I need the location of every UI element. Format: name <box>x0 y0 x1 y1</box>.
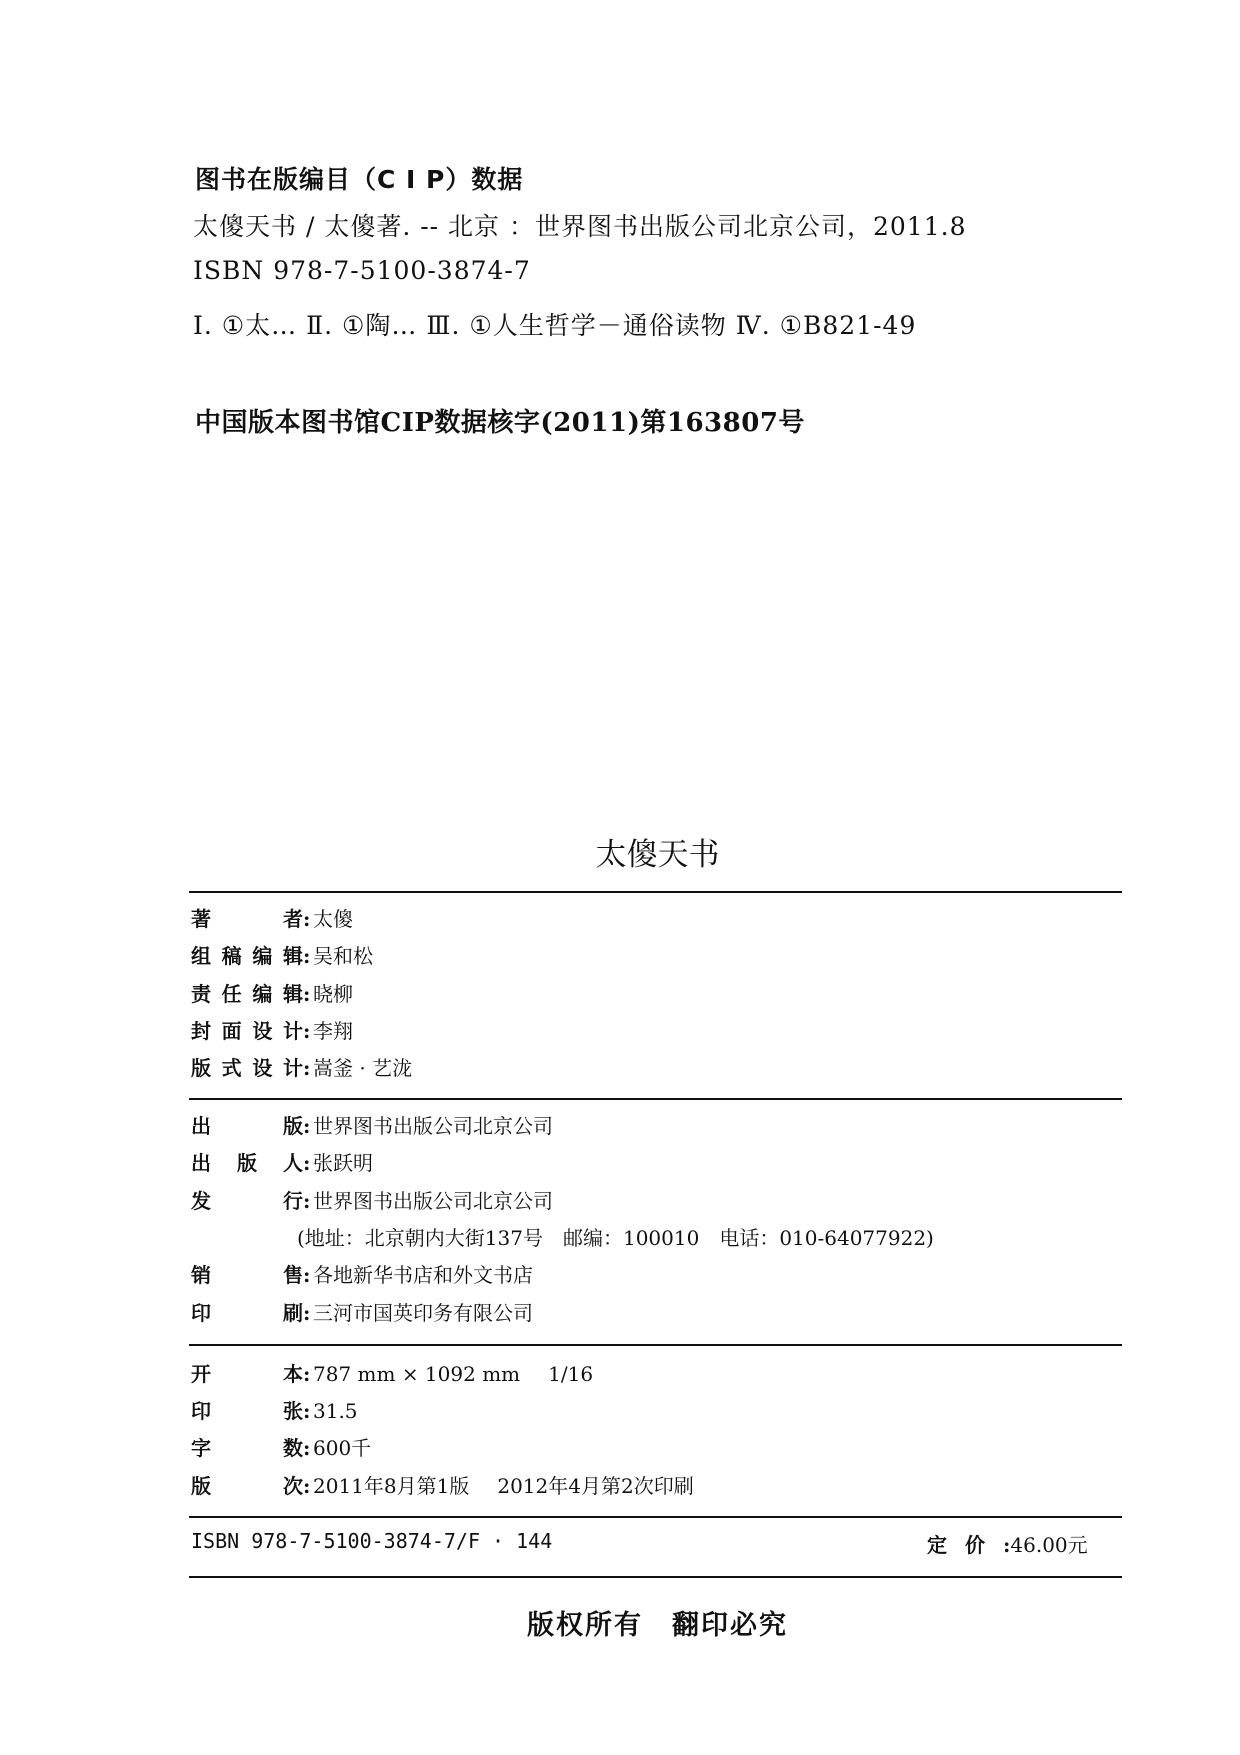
cip-isbn-line: ISBN 978-7-5100-3874-7 <box>193 256 531 285</box>
staff-value: 晓柳 <box>313 982 353 1006</box>
spec-extra: 1/16 <box>548 1362 594 1386</box>
staff-row-responsible-editor: 责任编辑: 晓柳 <box>191 979 353 1009</box>
cip-heading: 图书在版编目（C I P）数据 <box>195 165 524 194</box>
spec-row-sheets: 印张: 31.5 <box>191 1396 358 1426</box>
staff-row-author: 著者: 太傻 <box>191 904 353 934</box>
divider-bottom <box>189 1576 1122 1578</box>
address-line: (地址：北京朝内大街137号 邮编：100010 电话：010-64077922) <box>297 1226 934 1250</box>
pub-value: 张跃明 <box>313 1151 373 1175</box>
footer-isbn: ISBN 978-7-5100-3874-7/F · 144 <box>191 1529 553 1553</box>
staff-label: 组稿编辑 <box>191 944 303 968</box>
pub-row-publisher-person: 出版人: 张跃明 <box>191 1148 373 1178</box>
pub-value: 三河市国英印务有限公司 <box>313 1301 533 1325</box>
pub-value: 世界图书出版公司北京公司 <box>313 1114 553 1138</box>
price: 定价:46.00元 <box>927 1533 1088 1557</box>
pub-label: 出版人 <box>191 1151 303 1175</box>
spec-value: 2011年8月第1版 <box>313 1474 470 1498</box>
spec-label: 开本 <box>191 1362 303 1386</box>
spec-row-format: 开本: 787 mm × 1092 mm 1/16 <box>191 1359 593 1389</box>
cip-title-line: 太傻天书 / 太傻著. -- 北京 ：世界图书出版公司北京公司，2011.8 <box>193 212 967 241</box>
copyright-notice: 版权所有 翻印必究 <box>527 1610 788 1641</box>
staff-label: 责任编辑 <box>191 982 303 1006</box>
pub-label: 印刷 <box>191 1301 303 1325</box>
spec-row-edition: 版次: 2011年8月第1版 2012年4月第2次印刷 <box>191 1471 694 1501</box>
staff-value: 李翔 <box>313 1019 353 1043</box>
staff-value: 太傻 <box>313 907 353 931</box>
spec-label: 印张 <box>191 1399 303 1423</box>
divider-specs <box>189 1516 1122 1518</box>
staff-label: 封面设计 <box>191 1019 303 1043</box>
spec-value: 31.5 <box>313 1399 358 1423</box>
spec-label: 字数 <box>191 1436 303 1460</box>
divider-staff <box>189 1098 1122 1100</box>
pub-row-sales: 销售: 各地新华书店和外文书店 <box>191 1260 533 1290</box>
divider-top <box>189 891 1122 893</box>
price-label: 定价 <box>927 1533 1003 1557</box>
pub-label: 发行 <box>191 1189 303 1213</box>
divider-publishing <box>189 1344 1122 1346</box>
cip-record-number: 中国版本图书馆CIP数据核字(2011)第163807号 <box>195 408 805 438</box>
spec-label: 版次 <box>191 1474 303 1498</box>
pub-row-printing: 印刷: 三河市国英印务有限公司 <box>191 1298 533 1328</box>
pub-row-publisher: 出版: 世界图书出版公司北京公司 <box>191 1111 553 1141</box>
pub-value: 世界图书出版公司北京公司 <box>313 1189 553 1213</box>
staff-label: 版式设计 <box>191 1056 303 1080</box>
spec-value: 787 mm × 1092 mm <box>313 1362 521 1386</box>
staff-value: 吴和松 <box>313 944 373 968</box>
pub-row-distribution: 发行: 世界图书出版公司北京公司 <box>191 1186 553 1216</box>
staff-row-cover-design: 封面设计: 李翔 <box>191 1016 353 1046</box>
pub-label: 销售 <box>191 1263 303 1287</box>
staff-row-layout-design: 版式设计: 嵩釜 · 艺泷 <box>191 1053 412 1083</box>
staff-row-acquisitions-editor: 组稿编辑: 吴和松 <box>191 941 373 971</box>
spec-value: 600千 <box>313 1436 372 1460</box>
staff-value: 嵩釜 · 艺泷 <box>313 1056 413 1080</box>
pub-value: 各地新华书店和外文书店 <box>313 1263 533 1287</box>
staff-label: 著者 <box>191 907 303 931</box>
pub-label: 出版 <box>191 1114 303 1138</box>
price-value: 46.00元 <box>1010 1533 1088 1557</box>
book-title: 太傻天书 <box>595 837 720 873</box>
spec-row-word-count: 字数: 600千 <box>191 1433 371 1463</box>
spec-extra: 2012年4月第2次印刷 <box>497 1474 694 1498</box>
cip-classification-line: Ⅰ. ①太… Ⅱ. ①陶… Ⅲ. ①人生哲学－通俗读物 Ⅳ. ①B821-49 <box>193 311 917 340</box>
